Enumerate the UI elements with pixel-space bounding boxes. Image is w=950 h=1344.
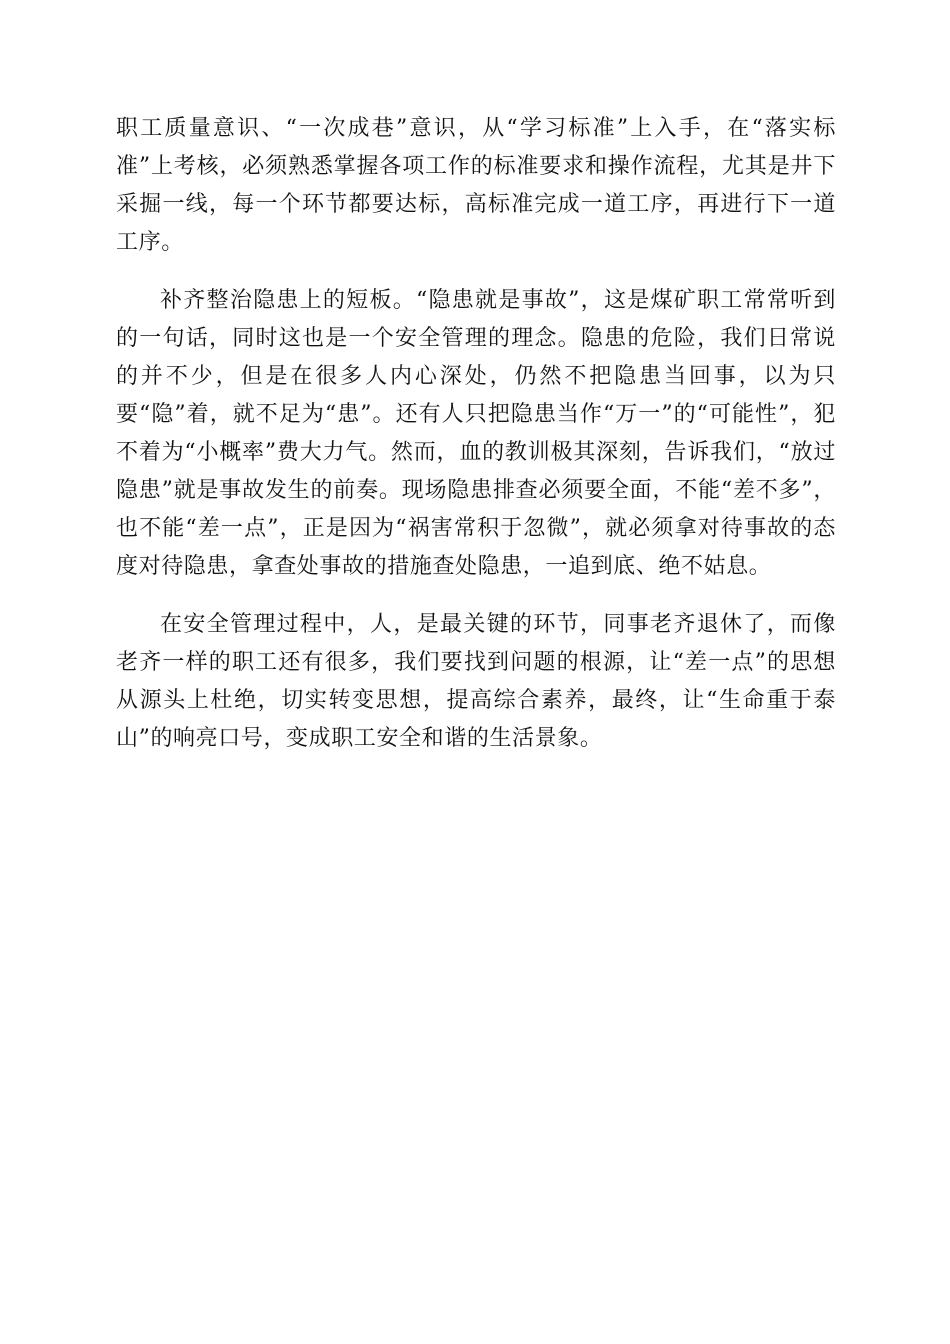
paragraph-quality-standards: 职工质量意识、“一次成巷”意识，从“学习标准”上入手，在“落实标准”上考核，必须熟悉掌握各项工作的标准要求和操作流程，尤其是井下采掘一线，每一个环节都要达标，高标准完成一道工序，再进行下一道工序。	[116, 116, 836, 255]
paragraph-safety-management: 在安全管理过程中，人，是最关键的环节，同事老齐退休了，而像老齐一样的职工还有很多，我们要找到问题的根源，让“差一点”的思想从源头上杜绝，切实转变思想，提高综合素养，最终，让“生命重于泰山”的响亮口号，变成职工安全和谐的生活景象。	[116, 612, 836, 751]
paragraph-hidden-dangers: 补齐整治隐患上的短板。“隐患就是事故”，这是煤矿职工常常听到的一句话，同时这也是一个安全管理的理念。隐患的危险，我们日常说的并不少，但是在很多人内心深处，仍然不把隐患当回事，以为只要“隐”着，就不足为“患”。还有人只把隐患当作“万一”的“可能性”，犯不着为“小概率”费大力气。然而，血的教训极其深刻，告诉我们，“放过隐患”就是事故发生的前奏。现场隐患排查必须要全面，不能“差不多”，也不能“差一点”，正是因为“祸害常积于忽微”，就必须拿对待事故的态度对待隐患，拿查处事故的措施查处隐患，一追到底、绝不姑息。	[116, 288, 836, 579]
document-body	[116, 110, 836, 778]
